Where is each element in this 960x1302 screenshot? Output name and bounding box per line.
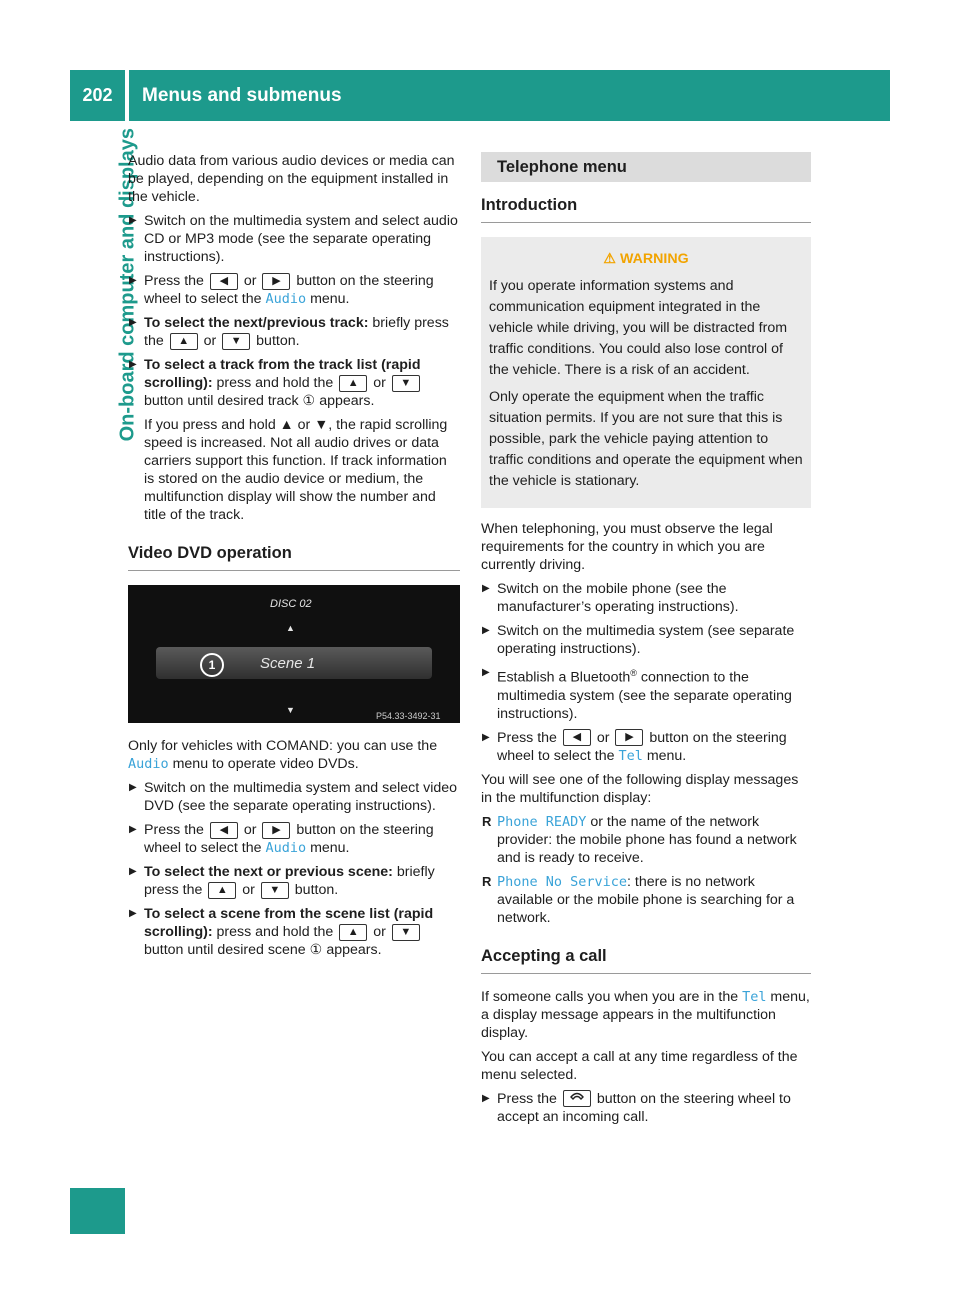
- warning-triangle-icon: ⚠: [603, 251, 617, 267]
- phone-accept-icon: [563, 1090, 591, 1107]
- step: [128, 905, 460, 959]
- text: Press the: [144, 822, 204, 838]
- text: : there is no network available or the mobile phone is searching for a network.: [497, 873, 795, 926]
- menu-name: Audio: [265, 840, 307, 856]
- step: [128, 356, 460, 410]
- step: [128, 272, 460, 308]
- text: connection to the multimedia system (see the separate operating instructions).: [497, 669, 792, 722]
- text: press and hold the: [216, 375, 334, 391]
- text: or: [243, 273, 257, 289]
- display-message: Phone READY: [497, 813, 587, 830]
- display-message: Phone No Service: [497, 873, 628, 890]
- down-button-icon: ▼: [261, 882, 289, 899]
- callout-marker: 1: [200, 653, 224, 677]
- text: button.: [256, 333, 300, 349]
- text: button.: [294, 882, 339, 898]
- paragraph: You can accept a call at any time regardless of the menu selected.: [481, 1048, 798, 1083]
- text: Press the: [497, 1090, 557, 1107]
- text: or: [203, 333, 217, 349]
- step: ▶ Switch on the multimedia system and select audio CD or MP3 mode (see the separate operating instructions).: [128, 212, 460, 266]
- left-column: [128, 152, 460, 965]
- down-button-icon: ▼: [392, 375, 420, 392]
- arrow-down-icon: ▼: [286, 705, 295, 715]
- text: press and hold the: [216, 924, 334, 940]
- step: [481, 1090, 811, 1126]
- text: menu.: [646, 747, 687, 764]
- menu-name: Audio: [128, 756, 169, 772]
- step: ▶ Switch on the mobile phone (see the manufacturer’s operating instructions).: [481, 580, 811, 616]
- text: menu to operate video DVDs.: [172, 756, 359, 772]
- side-tab: [78, 128, 138, 628]
- up-button-icon: ▲: [339, 375, 367, 392]
- text: briefly press the: [144, 315, 449, 349]
- text: briefly press the: [144, 864, 435, 898]
- dvd-display-image: [128, 585, 460, 723]
- menu-name: Audio: [265, 291, 307, 307]
- text: button on the steering wheel to select the: [144, 273, 434, 307]
- page-number: 202: [70, 70, 125, 121]
- side-tab-label: On-board computer and displays: [116, 128, 138, 442]
- step-title: To select the next or previous scene:: [144, 864, 393, 880]
- right-column: [481, 152, 811, 1132]
- down-button-icon: ▼: [222, 333, 250, 350]
- text: menu, a display message appears in the multifunction display.: [481, 988, 810, 1041]
- left-button-icon: ◀: [563, 729, 591, 746]
- warning-box: [481, 237, 811, 508]
- intro-paragraph: Audio data from various audio devices or media can be played, depending on the equipment installed in the vehicle.: [128, 153, 455, 205]
- menu-name: Tel: [618, 747, 643, 764]
- step: ▶ Switch on the multimedia system and select video DVD (see the separate operating instructions).: [128, 779, 460, 815]
- text: or: [373, 924, 386, 940]
- paragraph: [481, 988, 811, 1042]
- text: If someone calls you when you are in the: [481, 988, 739, 1005]
- text: button until desired scene: [144, 942, 306, 958]
- text: button on the steering wheel to accept an incoming call.: [497, 1090, 791, 1125]
- step: [481, 729, 811, 765]
- step: [128, 314, 460, 350]
- text: button until desired track: [144, 393, 299, 409]
- down-button-icon: ▼: [392, 924, 420, 941]
- bullet-item: [481, 813, 811, 867]
- step: [128, 863, 460, 899]
- scene-label: Scene 1: [260, 655, 316, 672]
- left-button-icon: ◀: [210, 273, 238, 290]
- menu-name: Tel: [742, 988, 767, 1005]
- text: Press the: [144, 273, 204, 289]
- disc-label: DISC 02: [270, 598, 312, 610]
- marker-icon: ①: [309, 942, 323, 958]
- step-title: To select the next/previous track:: [144, 315, 369, 331]
- text: Establish a Bluetooth: [497, 669, 631, 686]
- subsection-heading-accepting: Accepting a call: [481, 947, 811, 974]
- text: or: [243, 822, 257, 838]
- text: menu.: [310, 840, 350, 856]
- marker-icon: ①: [302, 393, 316, 409]
- header-bar: [129, 70, 890, 121]
- up-button-icon: ▲: [208, 882, 236, 899]
- text: menu.: [310, 291, 350, 307]
- right-button-icon: ▶: [262, 273, 290, 290]
- step: ▶ Switch on the multimedia system (see separate operating instructions).: [481, 622, 811, 658]
- paragraph: When telephoning, you must observe the legal requirements for the country in which you are currently driving.: [481, 521, 773, 573]
- right-button-icon: ▶: [262, 822, 290, 839]
- text: or: [242, 882, 255, 898]
- paragraph: [128, 737, 460, 773]
- text: or: [596, 729, 610, 746]
- warning-text: Only operate the equipment when the traffic situation permits. If you are not sure that this is possible, park the vehicle paying attention to traffic conditions and operate the equipment when the vehicle is stationary.: [489, 389, 803, 489]
- right-button-icon: ▶: [615, 729, 643, 746]
- registered-mark: ®: [630, 668, 637, 678]
- section-heading-telephone: Telephone menu: [481, 152, 811, 182]
- page-title: Menus and submenus: [142, 84, 342, 106]
- text: appears.: [326, 942, 382, 958]
- text: button on the steering wheel to select the: [144, 822, 434, 856]
- text: button on the steering wheel to select the: [497, 729, 787, 764]
- text: or: [373, 375, 386, 391]
- step-title: To select a track from the track list (rapid scrolling):: [144, 357, 421, 391]
- text: Only for vehicles with COMAND: you can use the: [128, 738, 438, 754]
- sub-note: If you press and hold ▲ or ▼, the rapid scrolling speed is increased. Not all audio drives or data carriers support this function. If track information is stored on the audio device or medium, the multifunction display will show the number and title of the track.: [144, 417, 448, 523]
- warning-title: WARNING: [620, 251, 689, 267]
- up-button-icon: ▲: [339, 924, 367, 941]
- left-button-icon: ◀: [210, 822, 238, 839]
- step: [128, 821, 460, 857]
- bullet-item: [481, 873, 811, 927]
- text: appears.: [319, 393, 375, 409]
- step-title: To select a scene from the scene list (rapid scrolling):: [144, 906, 434, 940]
- figure-code: P54.33-3492-31: [376, 711, 441, 721]
- section-heading-video: Video DVD operation: [128, 544, 460, 571]
- side-marker: [70, 1188, 125, 1234]
- text: or the name of the network provider: the mobile phone has found a network and is ready to receive.: [497, 813, 797, 866]
- subsection-heading-introduction: Introduction: [481, 196, 811, 223]
- arrow-up-icon: ▲: [286, 623, 295, 633]
- paragraph: You will see one of the following display messages in the multifunction display:: [481, 771, 799, 806]
- warning-text: If you operate information systems and communication equipment integrated in the vehicle while driving, you will be distracted from traffic conditions. You could also lose control of the vehicle. There is a risk of an accident.: [489, 278, 788, 378]
- warning-heading: [489, 249, 803, 270]
- up-button-icon: ▲: [170, 333, 198, 350]
- step: [481, 664, 811, 723]
- text: Press the: [497, 729, 557, 746]
